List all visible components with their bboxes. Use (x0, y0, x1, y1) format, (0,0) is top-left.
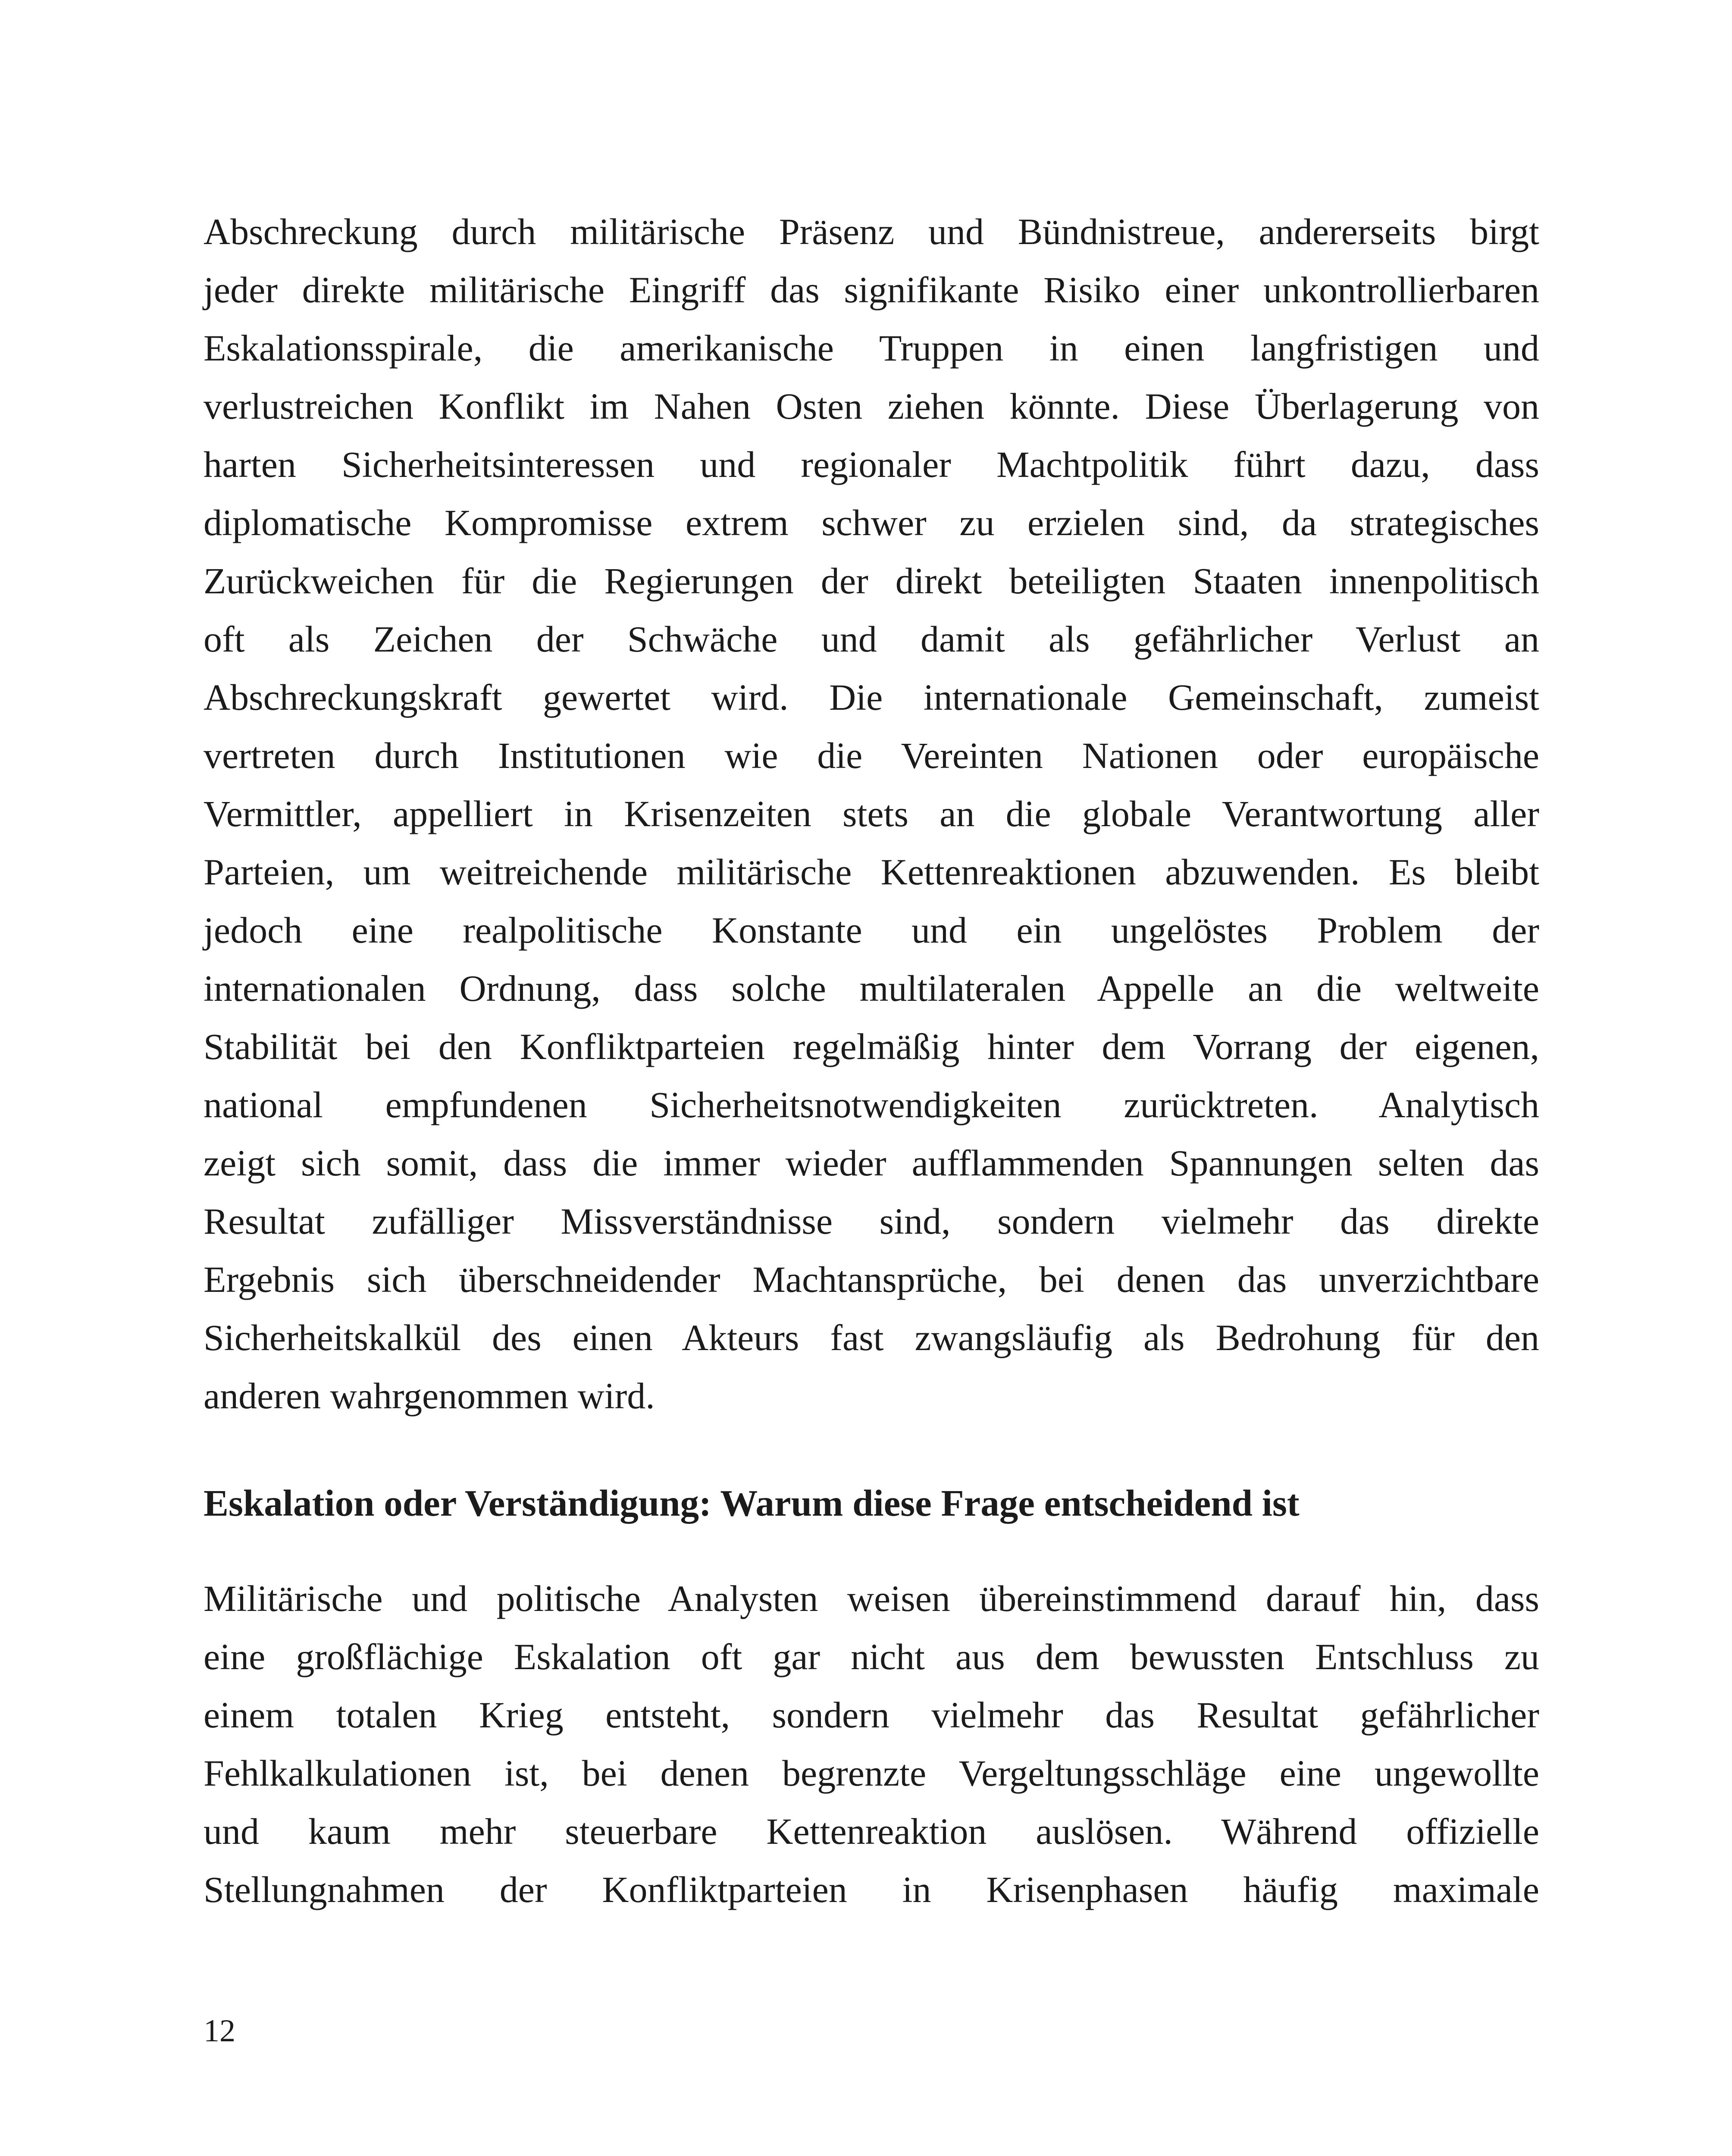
paragraph-line: anderen wahrgenommen wird. (204, 1375, 655, 1416)
paragraph-line: jedoch eine realpolitische Konstante und ein ungelöstes Problem der (204, 909, 1539, 951)
body-paragraph-2 (204, 1570, 1539, 1919)
paragraph-line: national empfundenen Sicherheitsnotwendigkeiten zurücktreten. Analytisch (204, 1084, 1539, 1125)
paragraph-line: harten Sicherheitsinteressen und regionaler Machtpolitik führt dazu, dass (204, 444, 1539, 485)
paragraph-line: Parteien, um weitreichende militärische Kettenreaktionen abzuwenden. Es bleibt (204, 851, 1539, 893)
paragraph-line: Stabilität bei den Konfliktparteien regelmäßig hinter dem Vorrang der eigenen, (204, 1026, 1539, 1067)
paragraph-line: einem totalen Krieg entsteht, sondern vielmehr das Resultat gefährlicher (204, 1694, 1539, 1736)
paragraph-line: verlustreichen Konflikt im Nahen Osten ziehen könnte. Diese Überlagerung von (204, 385, 1539, 427)
paragraph-line: Fehlkalkulationen ist, bei denen begrenzte Vergeltungsschläge eine ungewollte (204, 1752, 1539, 1794)
paragraph-line: vertreten durch Institutionen wie die Vereinten Nationen oder europäische (204, 735, 1539, 776)
paragraph-line: diplomatische Kompromisse extrem schwer zu erzielen sind, da strategisches (204, 502, 1539, 543)
paragraph-line: zeigt sich somit, dass die immer wieder aufflammenden Spannungen selten das (204, 1142, 1539, 1184)
paragraph-line: Zurückweichen für die Regierungen der direkt beteiligten Staaten innenpolitisch (204, 560, 1539, 602)
paragraph-line: Sicherheitskalkül des einen Akteurs fast zwangsläufig als Bedrohung für den (204, 1317, 1539, 1358)
paragraph-line: Eskalationsspirale, die amerikanische Truppen in einen langfristigen und (204, 327, 1539, 369)
paragraph-line: Abschreckung durch militärische Präsenz und Bündnistreue, andererseits birgt (204, 211, 1539, 252)
section-heading: Eskalation oder Verständigung: Warum diese Frage entscheidend ist (204, 1482, 1300, 1524)
page-number: 12 (204, 2013, 235, 2049)
paragraph-line: oft als Zeichen der Schwäche und damit als gefährlicher Verlust an (204, 618, 1539, 660)
paragraph-line: Stellungnahmen der Konfliktparteien in Krisenphasen häufig maximale (204, 1869, 1539, 1910)
paragraph-line: jeder direkte militärische Eingriff das signifikante Risiko einer unkontrollierbaren (204, 269, 1539, 310)
body-paragraph-1 (204, 203, 1539, 1425)
paragraph-line: eine großflächige Eskalation oft gar nicht aus dem bewussten Entschluss zu (204, 1636, 1539, 1677)
paragraph-line: Resultat zufälliger Missverständnisse sind, sondern vielmehr das direkte (204, 1200, 1539, 1242)
paragraph-line: Ergebnis sich überschneidender Machtansprüche, bei denen das unverzichtbare (204, 1259, 1539, 1300)
paragraph-line: und kaum mehr steuerbare Kettenreaktion auslösen. Während offizielle (204, 1811, 1539, 1852)
paragraph-line: Vermittler, appelliert in Krisenzeiten stets an die globale Verantwortung aller (204, 793, 1539, 834)
paragraph-line: internationalen Ordnung, dass solche multilateralen Appelle an die weltweite (204, 968, 1539, 1009)
paragraph-line: Abschreckungskraft gewertet wird. Die internationale Gemeinschaft, zumeist (204, 677, 1539, 718)
paragraph-line: Militärische und politische Analysten weisen übereinstimmend darauf hin, dass (204, 1578, 1539, 1619)
